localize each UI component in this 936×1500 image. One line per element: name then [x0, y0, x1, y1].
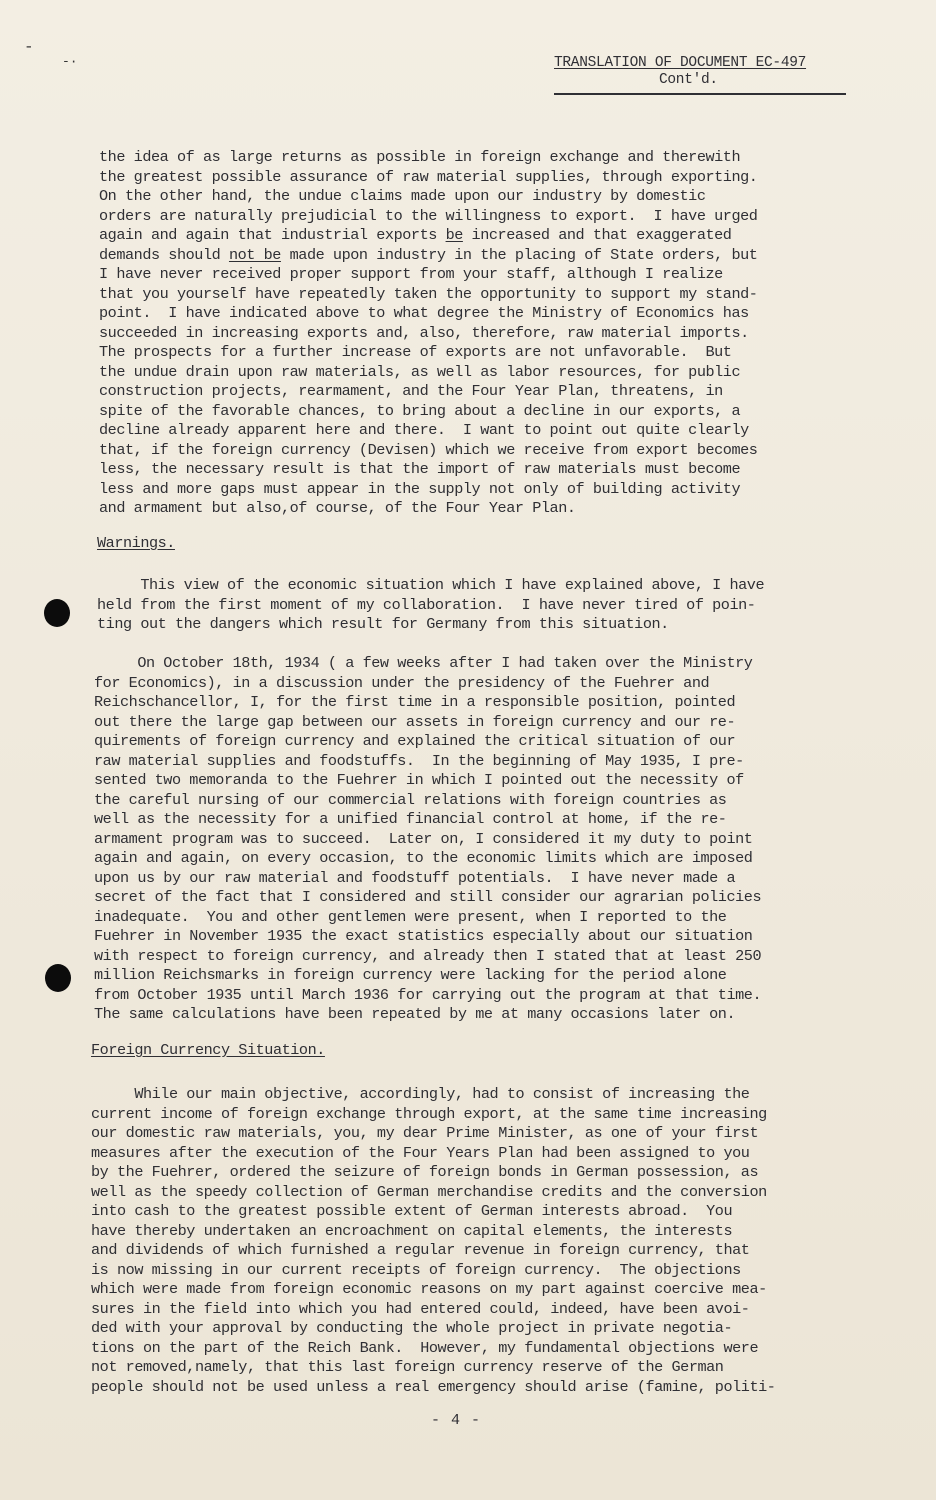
paragraph-foreign-currency: [91, 1085, 775, 1397]
text-line: While our main objective, accordingly, had to consist of increasing the: [91, 1085, 750, 1103]
text-line: Fuehrer in November 1935 the exact statistics especially about our situation: [94, 927, 753, 945]
continued-label: Cont'd.: [659, 72, 718, 88]
text-line: the idea of as large returns as possible in foreign exchange and therewith: [99, 148, 741, 166]
text-line: succeeded in increasing exports and, also, therefore, raw material imports.: [99, 323, 749, 342]
text-line: less, the necessary result is that the import of raw materials must become: [99, 460, 741, 478]
text-line: decline already apparent here and there. I want to point out quite clearly: [99, 421, 749, 439]
text-line: again and again, on every occasion, to the economic limits which are imposed: [94, 849, 753, 867]
document-header: [554, 55, 846, 89]
paragraph-exports: [99, 148, 757, 519]
text-line: construction projects, rearmament, and the Four Year Plan, threatens, in: [99, 382, 723, 400]
header-rule: [554, 93, 846, 95]
text-line: well as the necessity for a unified financial control at home, if the re-: [94, 810, 727, 828]
text-line: people should not be used unless a real emergency should arise (famine, politi-: [91, 1377, 776, 1396]
text-line: upon us by our raw material and foodstuff potentials. I have never made a: [94, 868, 736, 887]
text-line: secret of the fact that I considered and still consider our agrarian policies: [94, 888, 762, 906]
underlined-text: be: [445, 226, 463, 244]
text-line: held from the first moment of my collaboration. I have never tired of poin-: [97, 595, 756, 614]
text-line: armament program was to succeed. Later on, I considered it my duty to point: [94, 829, 753, 848]
text-line: On October 18th, 1934 ( a few weeks after I had taken over the Ministry: [94, 654, 753, 672]
text-line: I have never received proper support from your staff, although I realize: [99, 265, 723, 283]
heading-foreign-currency: Foreign Currency Situation.: [91, 1041, 325, 1059]
text-line: orders are naturally prejudicial to the willingness to export. I have urged: [99, 206, 758, 225]
text-line: measures after the execution of the Four Years Plan had been assigned to you: [91, 1143, 750, 1162]
paragraph-warnings-intro: [97, 576, 764, 635]
text-line: with respect to foreign currency, and already then I stated that at least 250: [94, 946, 762, 965]
text-line: current income of foreign exchange through export, at the same time increasing: [91, 1104, 767, 1123]
text-segment: demands should: [99, 245, 229, 264]
margin-mark: -·: [62, 54, 78, 69]
text-line: out there the large gap between our assets in foreign currency and our re-: [94, 712, 736, 731]
text-line: raw material supplies and foodstuffs. In the beginning of May 1935, I pre-: [94, 751, 744, 770]
text-line: well as the speedy collection of German merchandise credits and the conversion: [91, 1182, 767, 1201]
text-line: inadequate. You and other gentlemen were present, when I reported to the: [94, 907, 727, 926]
text-line: have thereby undertaken an encroachment on capital elements, the interests: [91, 1221, 733, 1240]
text-line: our domestic raw materials, you, my dear Prime Minister, as one of your first: [91, 1124, 759, 1142]
text-line: the greatest possible assurance of raw material supplies, through exporting.: [99, 167, 758, 186]
text-line: that, if the foreign currency (Devisen) which we receive from export becomes: [99, 440, 758, 459]
text-line: less and more gaps must appear in the supply not only of building activity: [99, 479, 741, 498]
text-line: sented two memoranda to the Fuehrer in which I pointed out the necessity of: [94, 771, 744, 789]
text-line: ded with your approval by conducting the whole project in private negotia-: [91, 1319, 733, 1337]
text-line: [99, 246, 757, 266]
paragraph-october-1934: [94, 654, 761, 1025]
text-line: is now missing in our current receipts of foreign currency. The objections: [91, 1260, 741, 1279]
text-line: by the Fuehrer, ordered the seizure of foreign bonds in German possession, as: [91, 1163, 759, 1181]
text-line: tions on the part of the Reich Bank. However, my fundamental objections were: [91, 1338, 759, 1357]
page-number: - 4 -: [431, 1412, 482, 1429]
text-line: The same calculations have been repeated by me at many occasions later on.: [94, 1005, 736, 1023]
punch-hole: [45, 964, 71, 992]
text-line: for Economics), in a discussion under the presidency of the Fuehrer and: [94, 673, 710, 692]
text-line: into cash to the greatest possible extent of German interests abroad. You: [91, 1202, 733, 1220]
text-segment: increased and that exaggerated: [462, 226, 732, 244]
text-line: spite of the favorable chances, to bring about a decline in our exports, a: [99, 401, 741, 420]
text-line: and armament but also,of course, of the Four Year Plan.: [99, 499, 576, 517]
text-line: and dividends of which furnished a regular revenue in foreign currency, that: [91, 1241, 750, 1259]
text-line: This view of the economic situation which I have explained above, I have: [97, 576, 765, 594]
text-line: the undue drain upon raw materials, as well as labor resources, for public: [99, 362, 741, 381]
text-segment: made upon industry in the placing of State orders, but: [280, 245, 758, 264]
text-line: the careful nursing of our commercial relations with foreign countries as: [94, 790, 727, 809]
text-line: from October 1935 until March 1936 for carrying out the program at that time.: [94, 985, 762, 1004]
text-line: not removed,namely, that this last foreign currency reserve of the German: [91, 1358, 724, 1376]
text-line: On the other hand, the undue claims made upon our industry by domestic: [99, 187, 706, 205]
text-line: which were made from foreign economic reasons on my part against coercive mea-: [91, 1280, 767, 1298]
text-line: The prospects for a further increase of exports are not unfavorable. But: [99, 343, 732, 361]
punch-hole: [44, 599, 70, 627]
text-line: ting out the dangers which result for Germany from this situation.: [97, 615, 669, 633]
margin-mark: -: [24, 38, 34, 56]
heading-warnings: Warnings.: [97, 534, 175, 552]
text-line: that you yourself have repeatedly taken the opportunity to support my stand-: [99, 284, 758, 303]
document-title: TRANSLATION OF DOCUMENT EC-497: [554, 55, 807, 71]
text-line: million Reichsmarks in foreign currency were lacking for the period alone: [94, 966, 727, 984]
text-segment: again and again that industrial exports: [99, 226, 446, 244]
text-line: point. I have indicated above to what degree the Ministry of Economics has: [99, 304, 749, 322]
text-line: [99, 226, 757, 246]
text-line: quirements of foreign currency and explained the critical situation of our: [94, 732, 736, 750]
text-line: sures in the field into which you had entered could, indeed, have been avoi-: [91, 1299, 750, 1318]
text-line: Reichschancellor, I, for the first time in a responsible position, pointed: [94, 693, 736, 711]
underlined-text: not be: [228, 245, 281, 264]
